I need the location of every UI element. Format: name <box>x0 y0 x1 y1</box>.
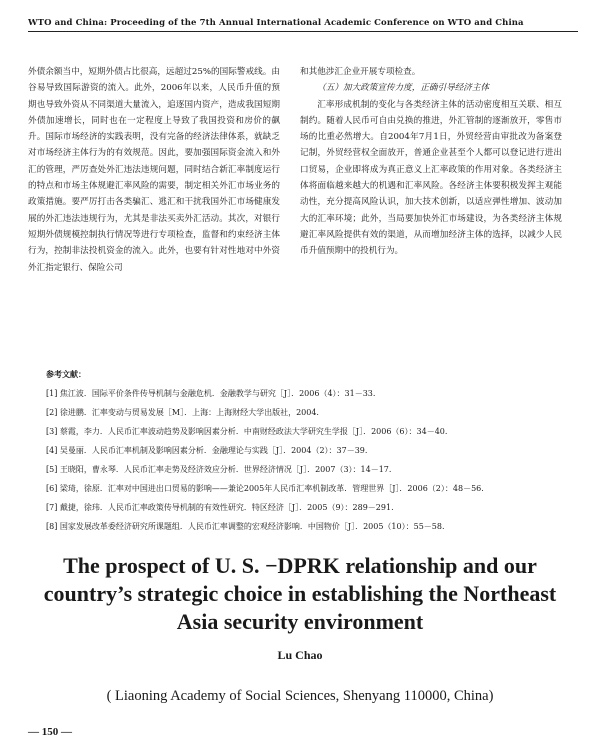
reference-item: [1] 焦江波．国际平价条件传导机制与金融危机．金融教学与研究［J］．2006（4）：31－33. <box>46 389 376 398</box>
right-paragraph-2: 汇率形成机制的变化与各类经济主体的活动密度相互关联、相互制约。随着人民币可自由兑换的推进，外汇管制的逐渐放开，零售市场的比重必然增大。自2004年7月1日，外贸经营由审批改为备案登记制，外贸经营权全面放开，普通企业甚至个人都可以登记进行进出口贸易，企业即将成为真正意义上汇率政策的作用对象。各类经济主体将面临越来越大的机遇和汇率风险。各经济主体要积极发挥主观能动性，充分提高风险认识，加大技术创新，以适应弹性增加、波动加大的汇率环境；此外，当局要加快外汇市场建设，为各类经济主体规避汇率风险提供有效的渠道，从而增加经济主体的选择，以减少人民币升值预期中的投机行为。 <box>300 99 562 257</box>
reference-item: [2] 徐进鹏．汇率变动与贸易发展［M］．上海：上海财经大学出版社，2004. <box>46 408 319 417</box>
right-paragraph-1: 和其他涉汇企业开展专项检查。 <box>300 67 421 77</box>
paper-title: The prospect of U. S. −DPRK relationship and our country’s strategic choice in establishing the Northeast Asia security environment <box>43 553 557 634</box>
left-column <box>28 64 280 276</box>
running-header: WTO and China: Proceeding of the 7th Annual International Academic Conference on WTO and China <box>28 18 578 32</box>
section-heading: （五）加大政策宣传力度，正确引导经济主体 <box>317 83 490 94</box>
references <box>28 365 574 536</box>
left-paragraph: 外债余额当中，短期外债占比很高，远超过25%的国际警戒线。由谷易导致国际游资的流入。此外，2006年以来，人民币升值的预期也导致外资从不同渠道大量流入，追逐国内资产，造成我国短期外债加速增长，同时也在一定程度上导致了我国投资和房价的飙升。国际市场经济的实践表明，没有完备的经济法律体系，就缺乏对市场经济主体行为的有效规范。因此，要加强国际资金流入和外汇的管理，严厉查处外汇违法违规问题，同时结合新汇率制度运行的特点和市场主体规避汇率风险的需要，制定相关外汇市场业务的政策措施。要严厉打击各类骗汇、逃汇和干扰我国外汇市场健康发展的外汇违法违规行为，尤其是非法买卖外汇活动。其次，对银行短期外债规模控制执行情况等进行专项检查，监督和约束经济主体行为，控制非法投机资金的流入。此外，也要有针对性地对中外资外汇指定银行、保险公司 <box>28 67 280 273</box>
affiliation: ( Liaoning Academy of Social Sciences, Shenyang 110000, China) <box>106 688 494 704</box>
references-heading: 参考文献： <box>46 369 86 379</box>
reference-item: [5] 王晓阳，曹永琴．人民币汇率走势及经济效应分析．世界经济情况［J］．2007（3）：14－17. <box>46 465 392 474</box>
reference-item: [4] 吴曼丽．人民币汇率机制及影响因素分析．金融理论与实践［J］．2004（2）：37－39. <box>46 446 368 455</box>
reference-item: [3] 蔡霞，李力．人民币汇率波动趋势及影响因素分析．中南财经政法大学研究生学报［J］．2006（6）：34－40. <box>46 427 448 436</box>
author-name: Lu Chao <box>277 648 323 662</box>
reference-item: [6] 梁琦，徐原．汇率对中国进出口贸易的影响——兼论2005年人民币汇率机制改革．管理世界［J］．2006（2）：48－56. <box>46 484 484 493</box>
right-column <box>300 64 562 260</box>
reference-item: [7] 戴捷，徐玮．人民币汇率政策传导机制的有效性研究．特区经济［J］．2005（9）：289－291. <box>46 503 394 512</box>
reference-item: [8] 国家发展改革委经济研究所课题组．人民币汇率调整的宏观经济影响．中国物价［J］．2005（10）：55－58. <box>46 522 445 531</box>
page-number: — 150 — <box>28 726 72 738</box>
